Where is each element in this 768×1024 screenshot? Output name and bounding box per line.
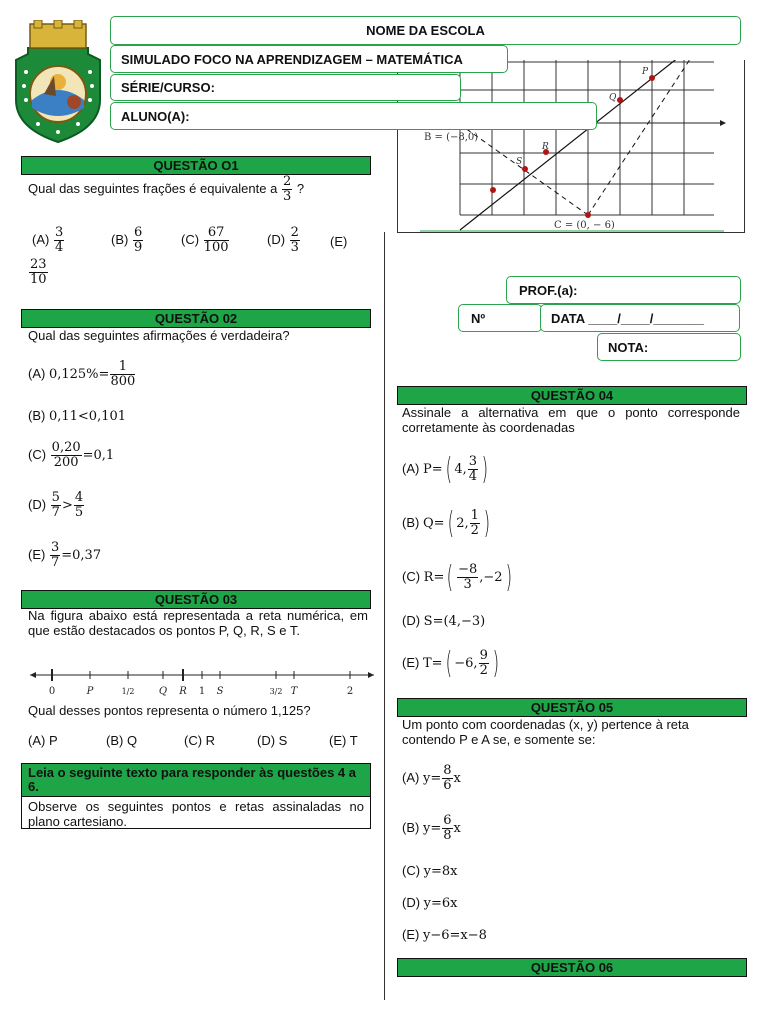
q3-question: Qual desses pontos representa o número 1,125?: [28, 703, 311, 718]
reading-box: [21, 763, 371, 829]
reading-box-body: Observe os seguintes pontos e retas assinaladas no plano cartesiano.: [28, 799, 364, 829]
reading-box-title: Leia o seguinte texto para responder às questões 4 a 6.: [22, 764, 370, 797]
q5-option-a[interactable]: (A) y= $\frac{8}{6}$ x: [402, 763, 461, 793]
q1-prompt-text: Qual das seguintes frações é equivalente a: [28, 180, 278, 196]
prof-label: PROF.(a):: [519, 282, 578, 298]
q2-option-d[interactable]: (D) $\frac{5}{7}$ > $\frac{4}{5}$: [28, 490, 84, 520]
serie-curso-field[interactable]: [110, 74, 461, 101]
q1-option-d[interactable]: (D) $\frac{2}{3}$: [267, 225, 299, 255]
number-line: [28, 664, 378, 698]
q2-option-b[interactable]: (B) 0,11<0,101: [28, 408, 127, 424]
q4-header: QUESTÃO 04: [397, 386, 747, 405]
q3-option-a[interactable]: (A) P: [28, 733, 58, 748]
q1-prompt-frac: $\frac{2}{3}$: [282, 174, 292, 204]
tick-2: 2: [346, 686, 354, 697]
q6-header: QUESTÃO 06: [397, 958, 747, 977]
tick-s: S: [216, 686, 224, 697]
q5-header: QUESTÃO 05: [397, 698, 747, 717]
q1-prompt-end: ?: [296, 180, 305, 196]
aluno-field[interactable]: [110, 102, 597, 130]
q1-option-e-letter[interactable]: (E): [330, 234, 348, 249]
point-r-dot: [490, 187, 496, 193]
q4-option-b[interactable]: (B) Q=( 2, $\frac{1}{2}$ ): [402, 506, 491, 541]
prof-field[interactable]: [506, 276, 741, 304]
q3-option-c[interactable]: (C) R: [184, 733, 216, 748]
numero-field[interactable]: [458, 304, 542, 332]
tick-0: 0: [48, 686, 56, 697]
q2-option-a[interactable]: (A) 0,125%= $\frac{1}{800}$: [28, 359, 136, 389]
point-c-dot: [585, 212, 591, 218]
q5-option-d[interactable]: (D) y=6x: [402, 895, 458, 911]
tick-t: T: [290, 686, 298, 697]
data-label: DATA ____/____/_______: [551, 310, 704, 326]
data-field[interactable]: [540, 304, 740, 332]
q1-prompt: [28, 175, 304, 204]
q1-option-e[interactable]: $\frac{23}{10}$: [30, 257, 47, 287]
point-p-label: P: [642, 67, 649, 77]
q1-option-c[interactable]: (C) $\frac{67}{100}$: [181, 225, 229, 255]
q5-option-c[interactable]: (C) y=8x: [402, 863, 458, 879]
q5-option-e[interactable]: (E) y−6=x−8: [402, 927, 487, 943]
point-q-dot: [617, 97, 623, 103]
point-s-label: S: [516, 157, 523, 167]
q2-option-e[interactable]: (E) $\frac{3}{7}$ =0,37: [28, 540, 102, 570]
nota-label: NOTA:: [608, 339, 649, 355]
point-q-label: Q: [609, 93, 617, 103]
q3-option-d[interactable]: (D) S: [257, 733, 288, 748]
tick-p: P: [86, 686, 94, 697]
school-name-field[interactable]: [110, 16, 741, 45]
q2-prompt: Qual das seguintes afirmações é verdadeira?: [28, 328, 290, 343]
q3-header: QUESTÃO 03: [21, 590, 371, 609]
point-b-label: B = (−8,0): [424, 132, 479, 143]
aluno-label: ALUNO(A):: [121, 108, 190, 124]
exam-title-box: [110, 45, 508, 73]
column-divider: [384, 232, 385, 1000]
tick-1: 1: [198, 686, 206, 697]
q3-option-e[interactable]: (E) T: [329, 733, 358, 748]
nota-field[interactable]: [597, 333, 741, 361]
q4-option-a[interactable]: (A) P=( 4, $\frac{3}{4}$ ): [402, 452, 489, 487]
q4-option-c[interactable]: (C) R=( $\frac{-8}{3}$ ,−2): [402, 560, 512, 595]
q1-option-b[interactable]: (B) $\frac{6}{9}$: [111, 225, 143, 255]
point-c-label: C = (0, − 6): [554, 220, 615, 231]
q3-option-b[interactable]: (B) Q: [106, 733, 138, 748]
tick-three-halves: 3/2: [269, 687, 283, 696]
q4-option-d[interactable]: (D) S=(4,−3): [402, 613, 486, 629]
state-crest-logo: [8, 20, 108, 144]
tick-q: Q: [158, 686, 168, 697]
q4-prompt: Assinale a alternativa em que o ponto corresponde corretamente às coordenadas: [402, 405, 740, 435]
school-name-label: NOME DA ESCOLA: [366, 23, 485, 38]
q1-option-a[interactable]: (A) $\frac{3}{4}$: [32, 225, 64, 255]
point-s-dot: [522, 166, 528, 172]
numero-label: Nº: [471, 310, 486, 326]
serie-curso-label: SÉRIE/CURSO:: [121, 80, 215, 95]
point-r-label: R: [542, 142, 549, 152]
q2-header: QUESTÃO 02: [21, 309, 371, 328]
q4-option-e[interactable]: (E) T=( −6, $\frac{9}{2}$ ): [402, 646, 499, 681]
tick-half: 1/2: [121, 687, 135, 696]
point-p-dot: [649, 75, 655, 81]
q5-option-b[interactable]: (B) y= $\frac{6}{8}$ x: [402, 813, 461, 843]
q5-prompt: Um ponto com coordenadas (x, y) pertence à reta contendo P e A se, e somente se:: [402, 717, 689, 747]
q1-header: QUESTÃO O1: [21, 156, 371, 175]
q3-prompt: Na figura abaixo está representada a reta numérica, em que estão destacados os pontos P, Q, R, S e T.: [28, 608, 368, 638]
q2-option-c[interactable]: (C) $\frac{0,20}{200}$ =0,1: [28, 440, 115, 470]
tick-r: R: [179, 686, 187, 697]
exam-title: SIMULADO FOCO NA APRENDIZAGEM – MATEMÁTICA: [121, 51, 463, 67]
